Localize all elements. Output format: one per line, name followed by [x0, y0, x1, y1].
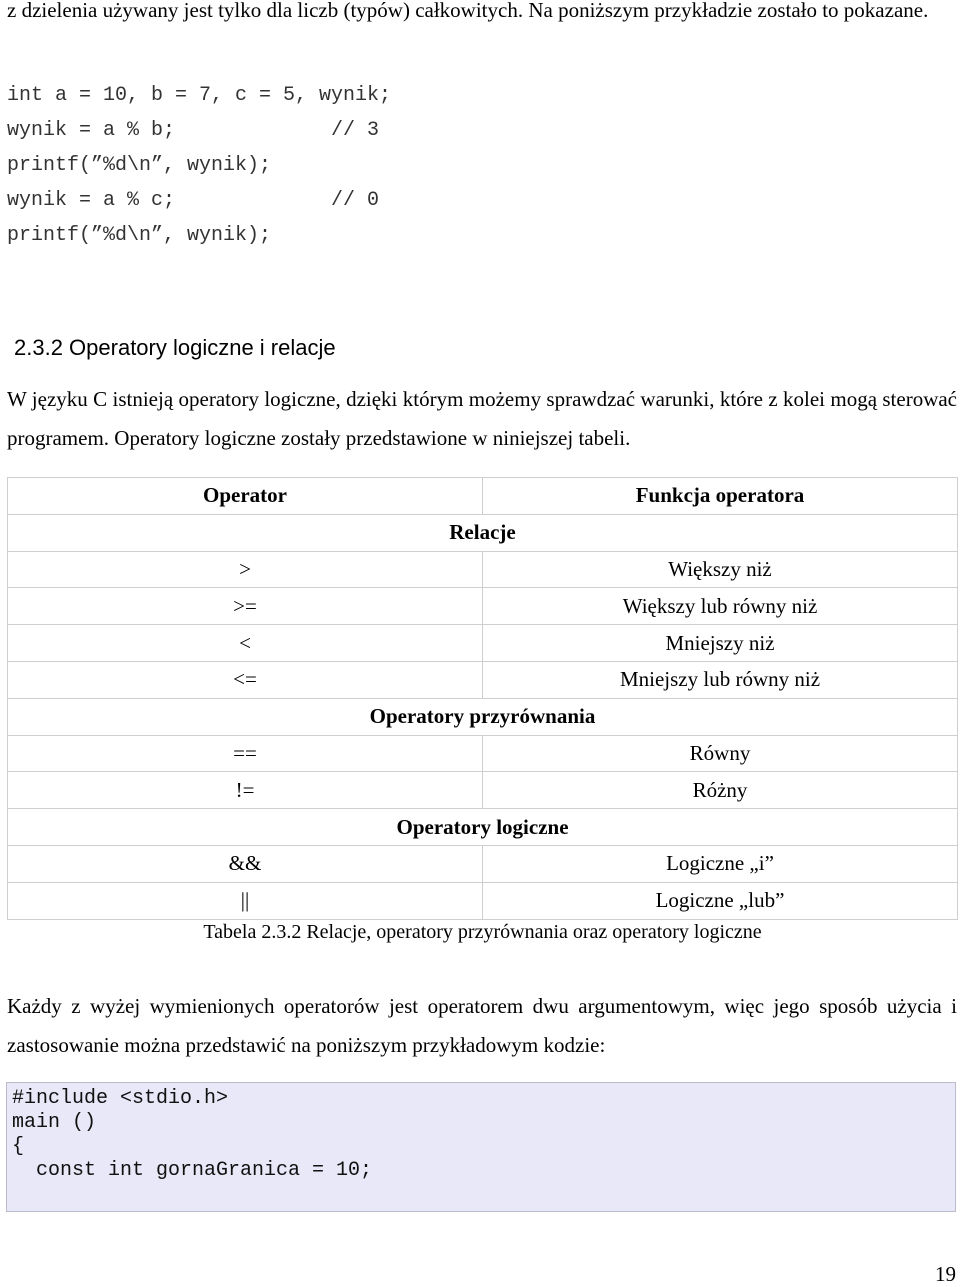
group-row [8, 809, 958, 846]
section-heading: 2.3.2 Operatory logiczne i relacje [14, 335, 336, 360]
table-row [8, 882, 958, 919]
operator-cell: >= [8, 588, 483, 625]
code-line: const int gornaGranica = 10; [12, 1159, 373, 1182]
table-row [8, 845, 958, 882]
column-header-operator: Operator [8, 478, 483, 515]
function-cell: Różny [483, 772, 958, 809]
code-line: wynik = a % c; // 0 [7, 189, 380, 212]
function-cell: Równy [483, 735, 958, 772]
function-cell: Logiczne „lub” [483, 882, 958, 919]
operator-cell: == [8, 735, 483, 772]
function-cell: Większy niż [483, 551, 958, 588]
code-line: printf(”%d\n”, wynik); [7, 154, 272, 177]
operator-cell: > [8, 551, 483, 588]
closing-paragraph: Każdy z wyżej wymienionych operatorów jest operatorem dwu argumentowym, więc jego sposób użycia i zastosowanie można przedstawić na poniższym przykładowym kodzie: [7, 994, 957, 1057]
page-number: 19 [935, 1262, 956, 1286]
table-header-row [8, 478, 958, 515]
group-row [8, 514, 958, 551]
group-title-logiczne: Operatory logiczne [8, 809, 958, 846]
table-row [8, 772, 958, 809]
table-row [8, 588, 958, 625]
table-row [8, 735, 958, 772]
operator-cell: || [8, 882, 483, 919]
code-line: printf(”%d\n”, wynik); [7, 224, 272, 247]
code-line: #include <stdio.h> [12, 1087, 229, 1110]
table-row [8, 661, 958, 698]
code-line: { [12, 1135, 25, 1158]
group-row [8, 698, 958, 735]
intro-paragraph: z dzielenia używany jest tylko dla liczb (typów) całkowitych. Na poniższym przykładzie zostało to pokazane. [7, 0, 929, 22]
table-row [8, 551, 958, 588]
code-line: wynik = a % b; // 3 [7, 119, 380, 142]
code-line: int a = 10, b = 7, c = 5, wynik; [7, 84, 392, 107]
column-header-function: Funkcja operatora [483, 478, 958, 515]
function-cell: Logiczne „i” [483, 845, 958, 882]
group-title-relacje: Relacje [8, 514, 958, 551]
section-paragraph: W języku C istnieją operatory logiczne, dzięki którym możemy sprawdzać warunki, które z kolei mogą sterować programem. Operatory logiczne zostały przedstawione w niniejszej tabeli. [7, 387, 957, 450]
function-cell: Większy lub równy niż [483, 588, 958, 625]
operator-cell: < [8, 625, 483, 662]
operator-cell: != [8, 772, 483, 809]
code-line: main () [12, 1111, 97, 1134]
operators-table [7, 477, 958, 920]
operator-cell: && [8, 845, 483, 882]
table-row [8, 625, 958, 662]
code-listing-box [6, 1082, 956, 1212]
operator-cell: <= [8, 661, 483, 698]
function-cell: Mniejszy niż [483, 625, 958, 662]
example-code [7, 78, 391, 253]
group-title-przyrownania: Operatory przyrównania [8, 698, 958, 735]
function-cell: Mniejszy lub równy niż [483, 661, 958, 698]
table-caption: Tabela 2.3.2 Relacje, operatory przyrównania oraz operatory logiczne [203, 921, 762, 943]
